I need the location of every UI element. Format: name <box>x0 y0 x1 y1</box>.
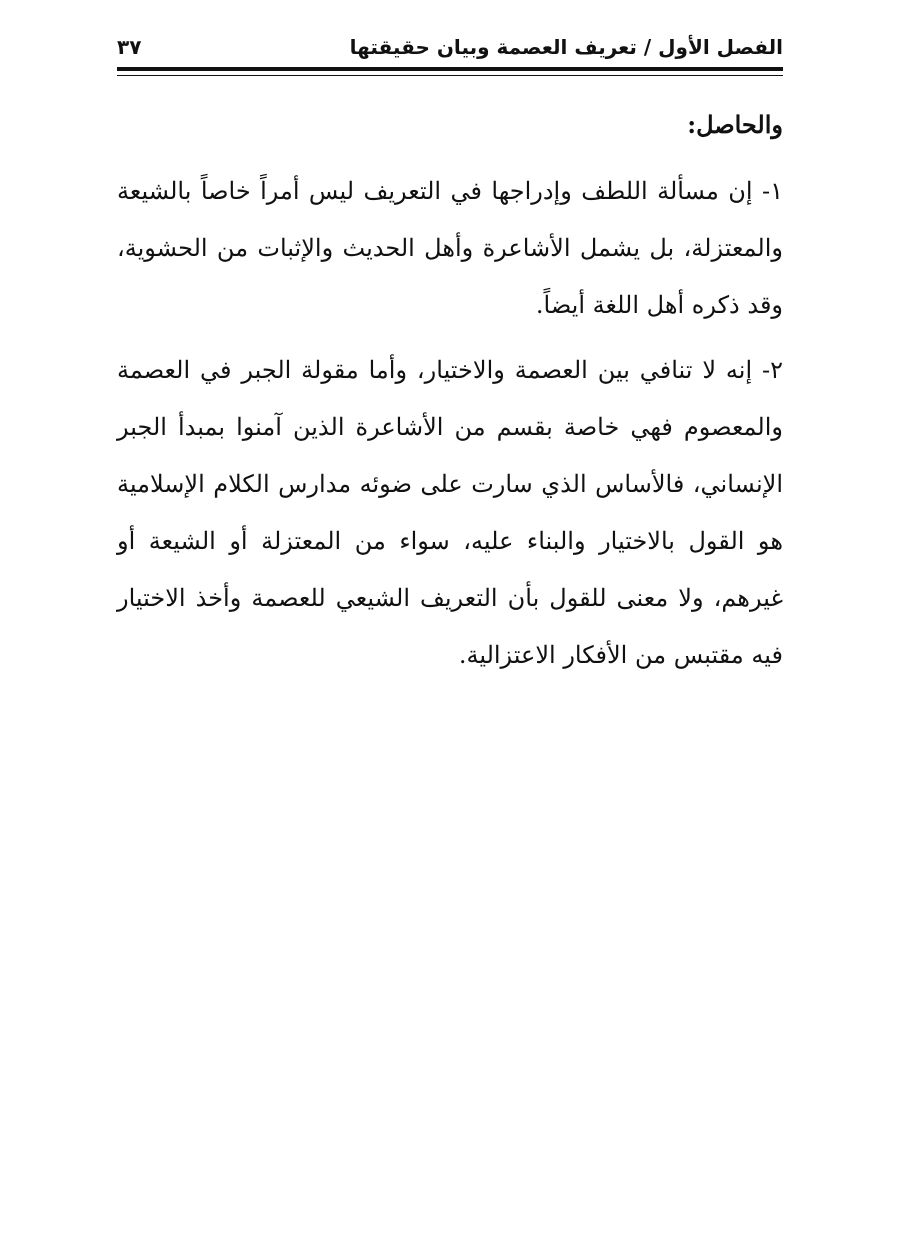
chapter-title: الفصل الأول / تعريف العصمة وبيان حقيقتها <box>349 35 783 59</box>
paragraph-1: ١- إن مسألة اللطف وإدراجها في التعريف ليس أمراً خاصاً بالشيعة والمعتزلة، بل يشمل الأشاعرة وأهل الحديث والإثبات من الحشوية، وقد ذكره أهل اللغة أيضاً. <box>117 177 783 319</box>
page-number: ٣٧ <box>117 35 142 59</box>
header-rule-thin <box>117 75 783 76</box>
section-heading: والحاصل: <box>687 110 783 139</box>
paragraph-2: ٢- إنه لا تنافي بين العصمة والاختيار، وأما مقولة الجبر في العصمة والمعصوم فهي خاصة بقسم من الأشاعرة الذين آمنوا بمبدأ الجبر الإنساني، فالأساس الذي سارت على ضوئه مدارس الكلام الإسلامية هو القول بالاختيار والبناء عليه، سواء من المعتزلة أو الشيعة أو غيرهم، ولا معنى للقول بأن التعريف الشيعي للعصمة وأخذ الاختيار فيه مقتبس من الأفكار الاعتزالية. <box>117 356 783 669</box>
running-header <box>117 30 783 64</box>
header-rule-thick <box>117 67 783 71</box>
page-body <box>117 96 783 692</box>
